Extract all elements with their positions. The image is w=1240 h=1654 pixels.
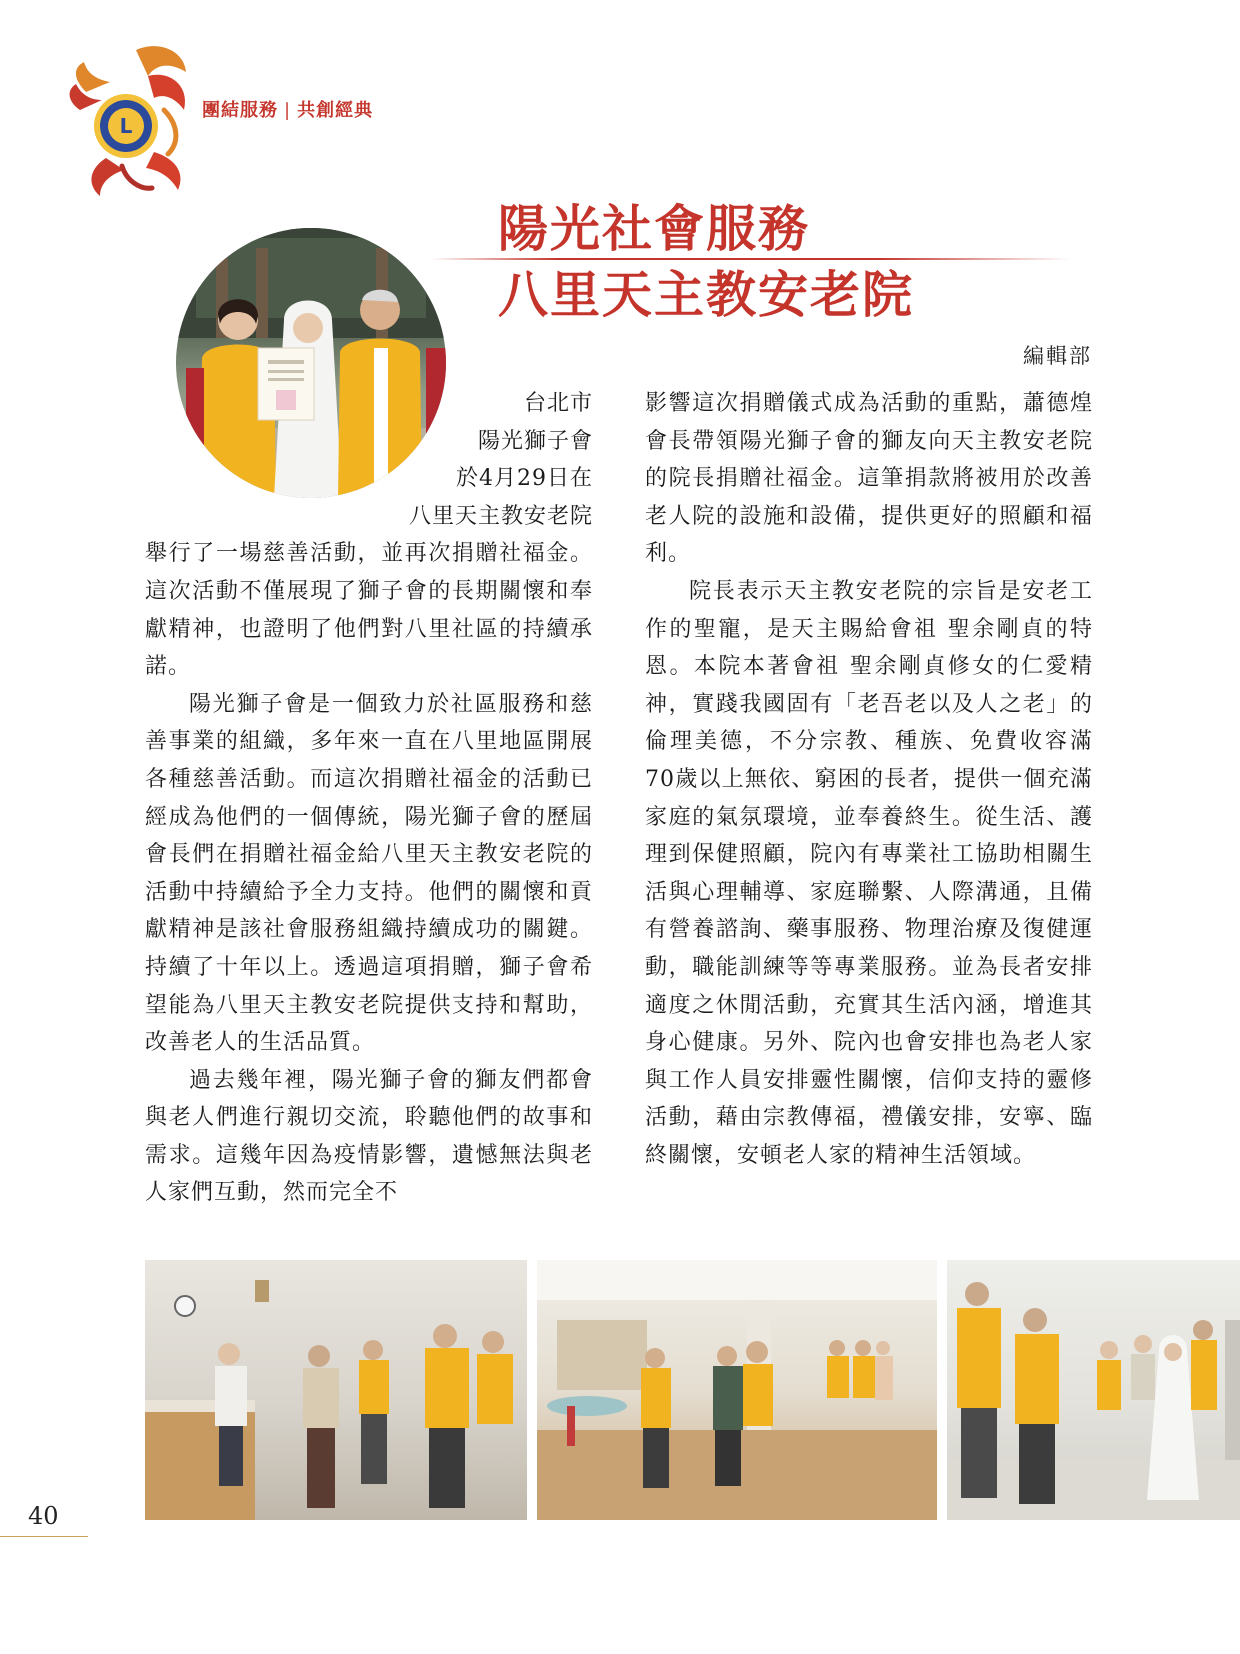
svg-text:L: L xyxy=(119,114,133,138)
paragraph: 院長表示天主教安老院的宗旨是安老工作的聖寵，是天主賜給會祖 聖余剛貞的特恩。本院本著會祖 聖余剛貞修女的仁愛精神，實踐我國固有「老吾老以及人之老」的倫理美德，不分宗教、種族、免費收容滿 70歲以上無依、窮困的長者，提供一個充滿家庭的氣氛環境，並奉養終生。從生活、護理到保健照顧，院內有專業社工協助相關生活與心理輔導、家庭聯繫、人際溝通，且備有營養諮詢、藥事服務、物理治療及復健運動，職能訓練等等專業服務。並為長者安排適度之休閒活動，充實其生活內涵，增進其身心健康。另外、院內也會安排也為老人家與工作人員安排靈性關懷，信仰支持的靈修活動，藉由宗教傳福，禮儀安排，安寧、臨終關懷，安頓老人家的精神生活領域。 xyxy=(645,578,1093,1168)
paragraph: 舉行了一場慈善活動，並再次捐贈社福金。這次活動不僅展現了獅子會的長期關懷和奉獻精神，也證明了他們對八里社區的持續承諾。 xyxy=(145,541,593,680)
activity-photo-2 xyxy=(537,1260,937,1520)
header-tagline xyxy=(202,96,373,122)
paragraph: 影響這次捐贈儀式成為活動的重點，蕭德煌會長帶領陽光獅子會的獅友向天主教安老院的院長捐贈社福金。這筆捐款將被用於改善老人院的設施和設備，提供更好的照顧和福利。 xyxy=(645,391,1093,567)
page-number: 40 xyxy=(28,1502,59,1530)
phoenix-lions-emblem xyxy=(66,40,196,200)
article-column-right xyxy=(645,385,1093,1174)
lead-line: 於4月29日在 xyxy=(456,466,593,492)
article-title-line2: 八里天主教安老院 xyxy=(498,265,914,324)
article-title-line1: 陽光社會服務 xyxy=(498,199,810,258)
activity-photo-1 xyxy=(145,1260,527,1520)
title-divider xyxy=(430,258,1070,260)
lead-line: 陽光獅子會 xyxy=(477,428,593,454)
activity-photo-3 xyxy=(947,1260,1240,1520)
page-number-rule xyxy=(0,1536,88,1537)
article-column-left xyxy=(145,385,593,1212)
lead-line: 台北市 xyxy=(523,391,593,416)
article-byline: 編輯部 xyxy=(1023,344,1092,368)
lead-line: 八里天主教安老院 xyxy=(408,503,593,529)
paragraph: 過去幾年裡，陽光獅子會的獅友們都會與老人們進行親切交流，聆聽他們的故事和需求。這幾年因為疫情影響，遺憾無法與老人家們互動，然而完全不 xyxy=(145,1067,593,1206)
tagline-right: 共創經典 xyxy=(297,100,374,121)
paragraph: 陽光獅子會是一個致力於社區服務和慈善事業的組織，多年來一直在八里地區開展各種慈善活動。而這次捐贈社福金的活動已經成為他們的一個傳統，陽光獅子會的歷屆會長們在捐贈社福金給八里天主教安老院的活動中持續給予全力支持。他們的關懷和貢獻精神是該社會服務組織持續成功的關鍵。持續了十年以上。透過這項捐贈，獅子會希望能為八里天主教安老院提供支持和幫助，改善老人的生活品質。 xyxy=(145,691,593,1056)
tagline-separator: | xyxy=(284,100,292,121)
tagline-left: 團結服務 xyxy=(202,100,278,121)
article-title-block xyxy=(430,196,1070,328)
